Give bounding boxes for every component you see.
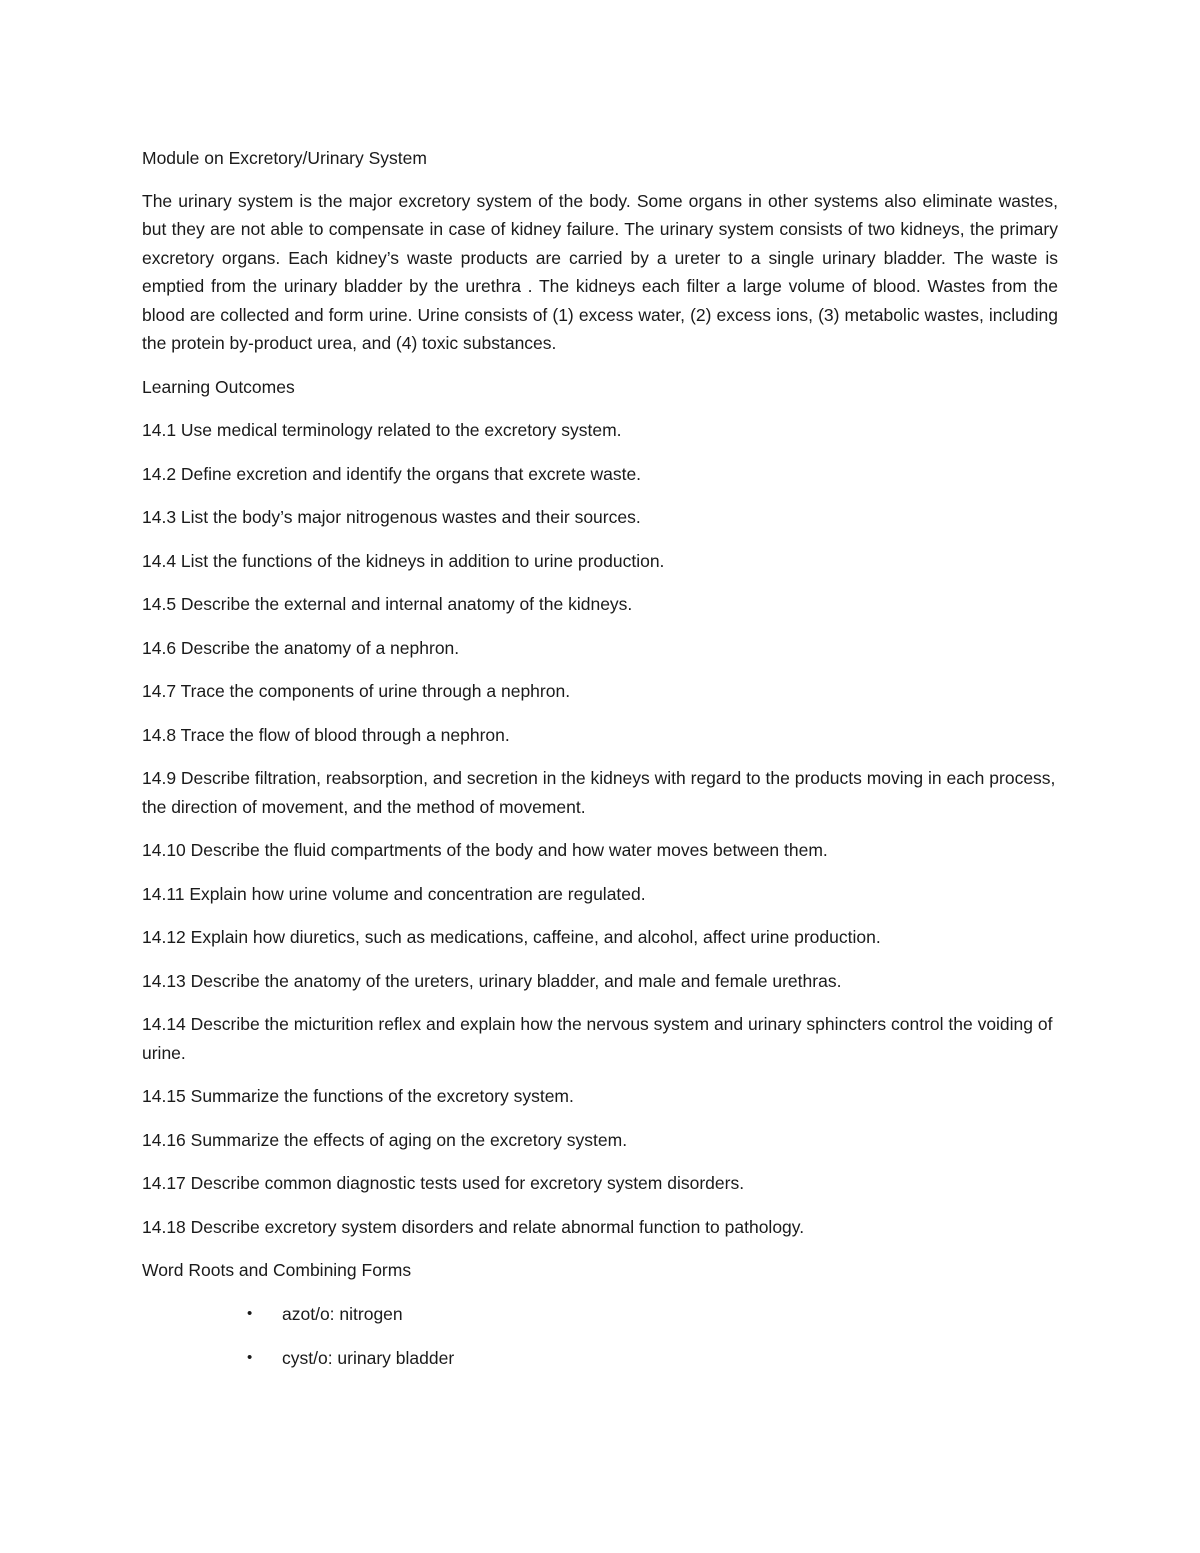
- learning-outcome-item: 14.14 Describe the micturition reflex and explain how the nervous system and urinary sphincters control the voiding of urine.: [142, 1014, 1053, 1063]
- learning-outcome-item: 14.4 List the functions of the kidneys in addition to urine production.: [142, 550, 665, 571]
- word-root-item: [247, 1300, 1058, 1329]
- learning-outcome-item: 14.9 Describe filtration, reabsorption, and secretion in the kidneys with regard to the products moving in each process, the direction of movement, and the method of movement.: [142, 768, 1056, 817]
- learning-outcome-item: 14.15 Summarize the functions of the excretory system.: [142, 1086, 574, 1106]
- document-title: Module on Excretory/Urinary System: [142, 148, 427, 168]
- learning-outcome-item: 14.10 Describe the fluid compartments of the body and how water moves between them.: [142, 840, 828, 860]
- learning-outcome-item: 14.7 Trace the components of urine through a nephron.: [142, 681, 571, 701]
- intro-paragraph: The urinary system is the major excretory system of the body. Some organs in other systems also eliminate wastes, but they are not able to compensate in case of kidney failure. The urinary system consists of two kidneys, the primary excretory organs. Each kidney’s waste products are carried by a ureter to a single urinary bladder. The waste is emptied from the urinary bladder by the urethra . The kidneys each filter a large volume of blood. Wastes from the blood are collected and form urine. Urine consists of (1) excess water, (2) excess ions, (3) metabolic wastes, including the protein by-product urea, and (4) toxic substances.: [142, 190, 1058, 353]
- learning-outcomes-list: [142, 416, 1058, 1241]
- learning-outcome-item: 14.3 List the body’s major nitrogenous wastes and their sources.: [142, 507, 641, 527]
- learning-outcome-item: 14.1 Use medical terminology related to the excretory system.: [142, 420, 622, 440]
- learning-outcome-item: 14.18 Describe excretory system disorders and relate abnormal function to pathology.: [142, 1216, 805, 1237]
- learning-outcome-item: 14.13 Describe the anatomy of the ureters, urinary bladder, and male and female urethras.: [142, 970, 842, 991]
- word-root-text: cyst/o: urinary bladder: [282, 1348, 455, 1368]
- learning-outcome-item: 14.16 Summarize the effects of aging on the excretory system.: [142, 1129, 628, 1150]
- learning-outcome-item: 14.12 Explain how diuretics, such as medications, caffeine, and alcohol, affect urine production.: [142, 927, 881, 947]
- word-roots-list: [142, 1300, 1058, 1373]
- bullet-icon: •: [247, 1349, 253, 1366]
- learning-outcomes-heading: Learning Outcomes: [142, 376, 295, 397]
- word-roots-heading: Word Roots and Combining Forms: [142, 1260, 412, 1280]
- learning-outcome-item: 14.5 Describe the external and internal anatomy of the kidneys.: [142, 594, 633, 614]
- learning-outcome-item: 14.17 Describe common diagnostic tests used for excretory system disorders.: [142, 1173, 745, 1193]
- learning-outcome-item: 14.6 Describe the anatomy of a nephron.: [142, 637, 460, 658]
- learning-outcome-item: 14.11 Explain how urine volume and concentration are regulated.: [142, 883, 646, 904]
- word-root-text: azot/o: nitrogen: [282, 1303, 403, 1324]
- learning-outcome-item: 14.2 Define excretion and identify the organs that excrete waste.: [142, 463, 642, 484]
- bullet-icon: •: [247, 1304, 253, 1322]
- learning-outcome-item: 14.8 Trace the flow of blood through a nephron.: [142, 724, 510, 745]
- document-page: [142, 144, 1058, 1389]
- word-root-item: [247, 1344, 1058, 1373]
